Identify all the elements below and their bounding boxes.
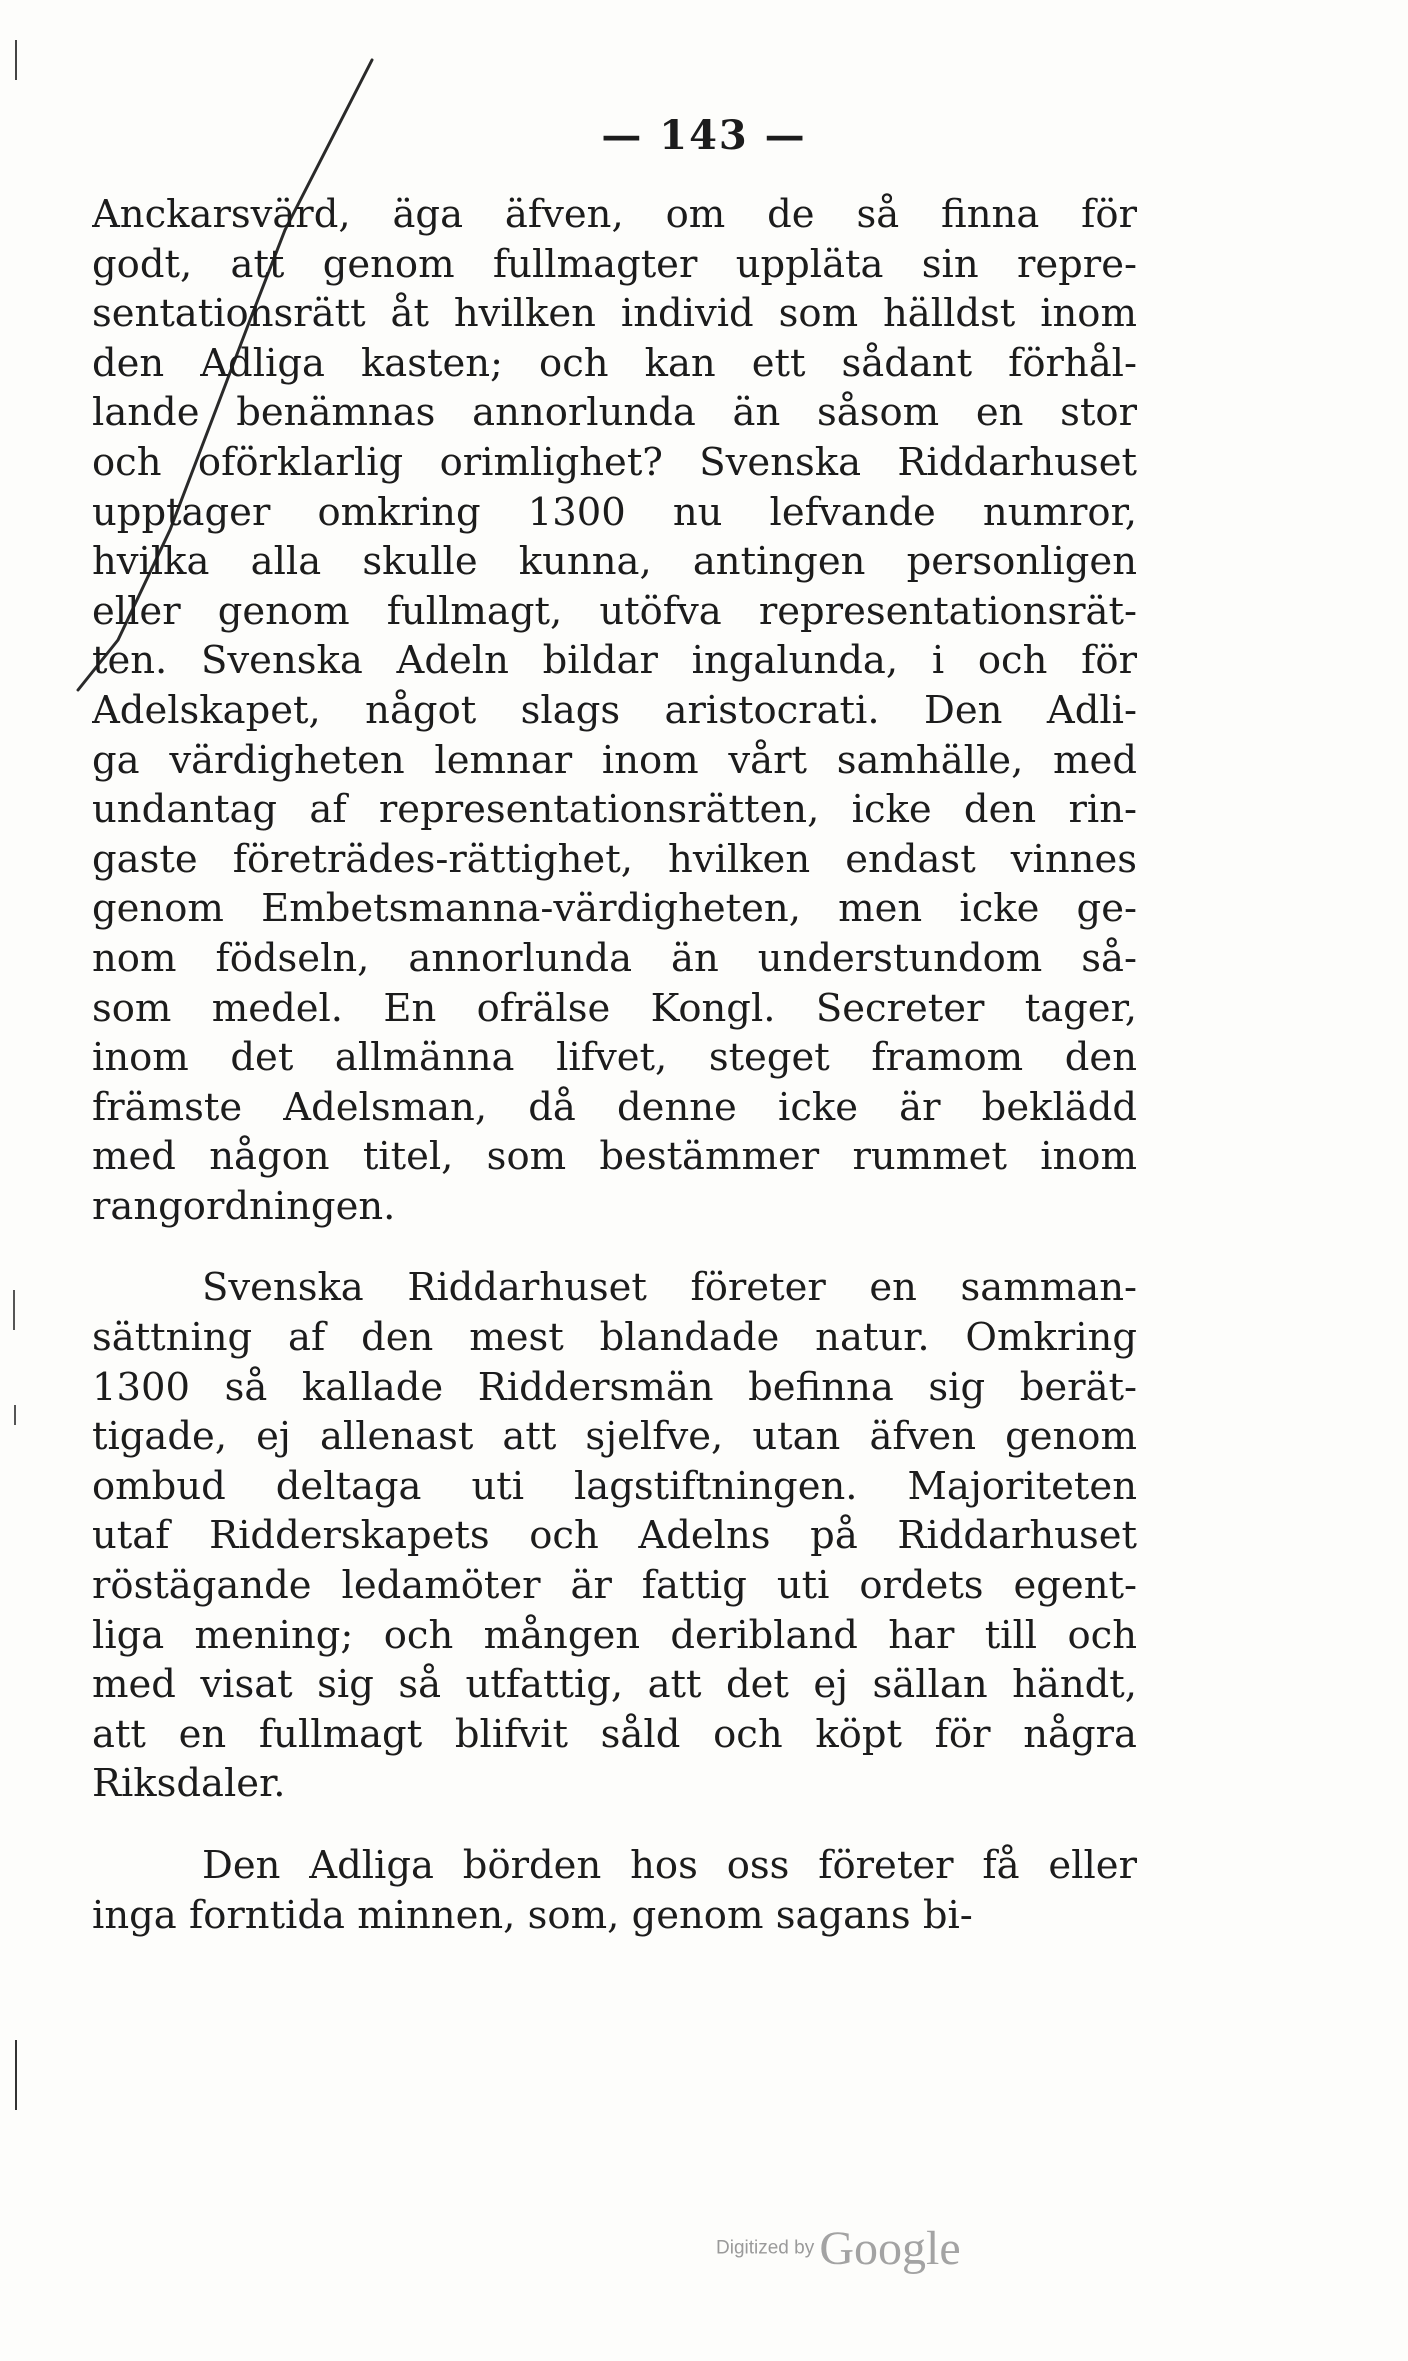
text-line: ga värdigheten lemnar inom vårt samhälle, med (92, 737, 1137, 783)
text-line: eller genom fullmagt, utöfva representationsrät- (92, 588, 1137, 634)
text-line: den Adliga kasten; och kan ett sådant förhål- (92, 340, 1137, 386)
paragraph-gap (92, 1231, 1137, 1263)
watermark-prefix: Digitized by (716, 2237, 815, 2259)
text-line: att en fullmagt blifvit såld och köpt för några (92, 1711, 1137, 1757)
paragraph (92, 190, 1137, 1231)
text-line: främste Adelsman, då denne icke är beklädd (92, 1084, 1137, 1130)
page-number: — 143 — (601, 112, 807, 159)
text-line: med visat sig så utfattig, att det ej sällan händt, (92, 1662, 1137, 1708)
text-line: Anckarsvärd, äga äfven, om de så finna för (92, 192, 1137, 237)
text-line: 1300 så kallade Riddersmän befinna sig berät- (92, 1364, 1137, 1410)
body-text (92, 190, 1137, 1940)
text-line: som medel. En ofrälse Kongl. Secreter tager, (92, 985, 1137, 1031)
text-line: inom det allmänna lifvet, steget framom den (92, 1035, 1137, 1081)
text-line: ten. Svenska Adeln bildar ingalunda, i och för (92, 638, 1137, 684)
paragraph (92, 1263, 1137, 1809)
text-line: liga mening; och mången deribland har till och (92, 1612, 1137, 1658)
text-line: hvilka alla skulle kunna, antingen personligen (92, 539, 1137, 585)
text-line: gaste företrädes-rättighet, hvilken endast vinnes (92, 836, 1137, 882)
text-line: sentationsrätt åt hvilken individ som hälldst inom (92, 291, 1137, 337)
text-line: röstägande ledamöter är fattig uti ordets egent- (92, 1563, 1137, 1609)
text-line: Riksdaler. (92, 1761, 286, 1807)
text-line: och oförklarlig orimlighet? Svenska Riddarhuset (92, 439, 1137, 485)
text-line: lande benämnas annorlunda än såsom en stor (92, 390, 1137, 436)
text-line: godt, att genom fullmagter uppläta sin repre- (92, 241, 1137, 287)
paragraph (92, 1841, 1137, 1940)
text-line: ombud deltaga uti lagstiftningen. Majoriteten (92, 1463, 1137, 1509)
text-line: Svenska Riddarhuset företer en samman- (202, 1265, 1137, 1311)
text-line: utaf Ridderskapets och Adelns på Riddarhuset (92, 1513, 1137, 1559)
text-line: upptager omkring 1300 nu lefvande numror, (92, 489, 1137, 535)
text-line: inga forntida minnen, som, genom sagans bi- (92, 1892, 973, 1938)
watermark-brand: Google (819, 2222, 961, 2275)
text-line: nom födseln, annorlunda än understundom så- (92, 935, 1137, 981)
text-line: Den Adliga börden hos oss företer få eller (202, 1843, 1137, 1888)
text-line: med någon titel, som bestämmer rummet inom (92, 1134, 1137, 1180)
text-line: tigade, ej allenast att sjelfve, utan äfven genom (92, 1414, 1137, 1460)
text-line: undantag af representationsrätten, icke den rin- (92, 787, 1137, 833)
text-line: genom Embetsmanna-värdigheten, men icke ge- (92, 886, 1137, 932)
text-line: rangordningen. (92, 1183, 396, 1229)
text-line: Adelskapet, något slags aristocrati. Den Adli- (92, 687, 1137, 733)
text-line: sättning af den mest blandade natur. Omkring (92, 1315, 1137, 1361)
digitization-watermark (716, 2221, 961, 2276)
paragraph-gap (92, 1809, 1137, 1841)
